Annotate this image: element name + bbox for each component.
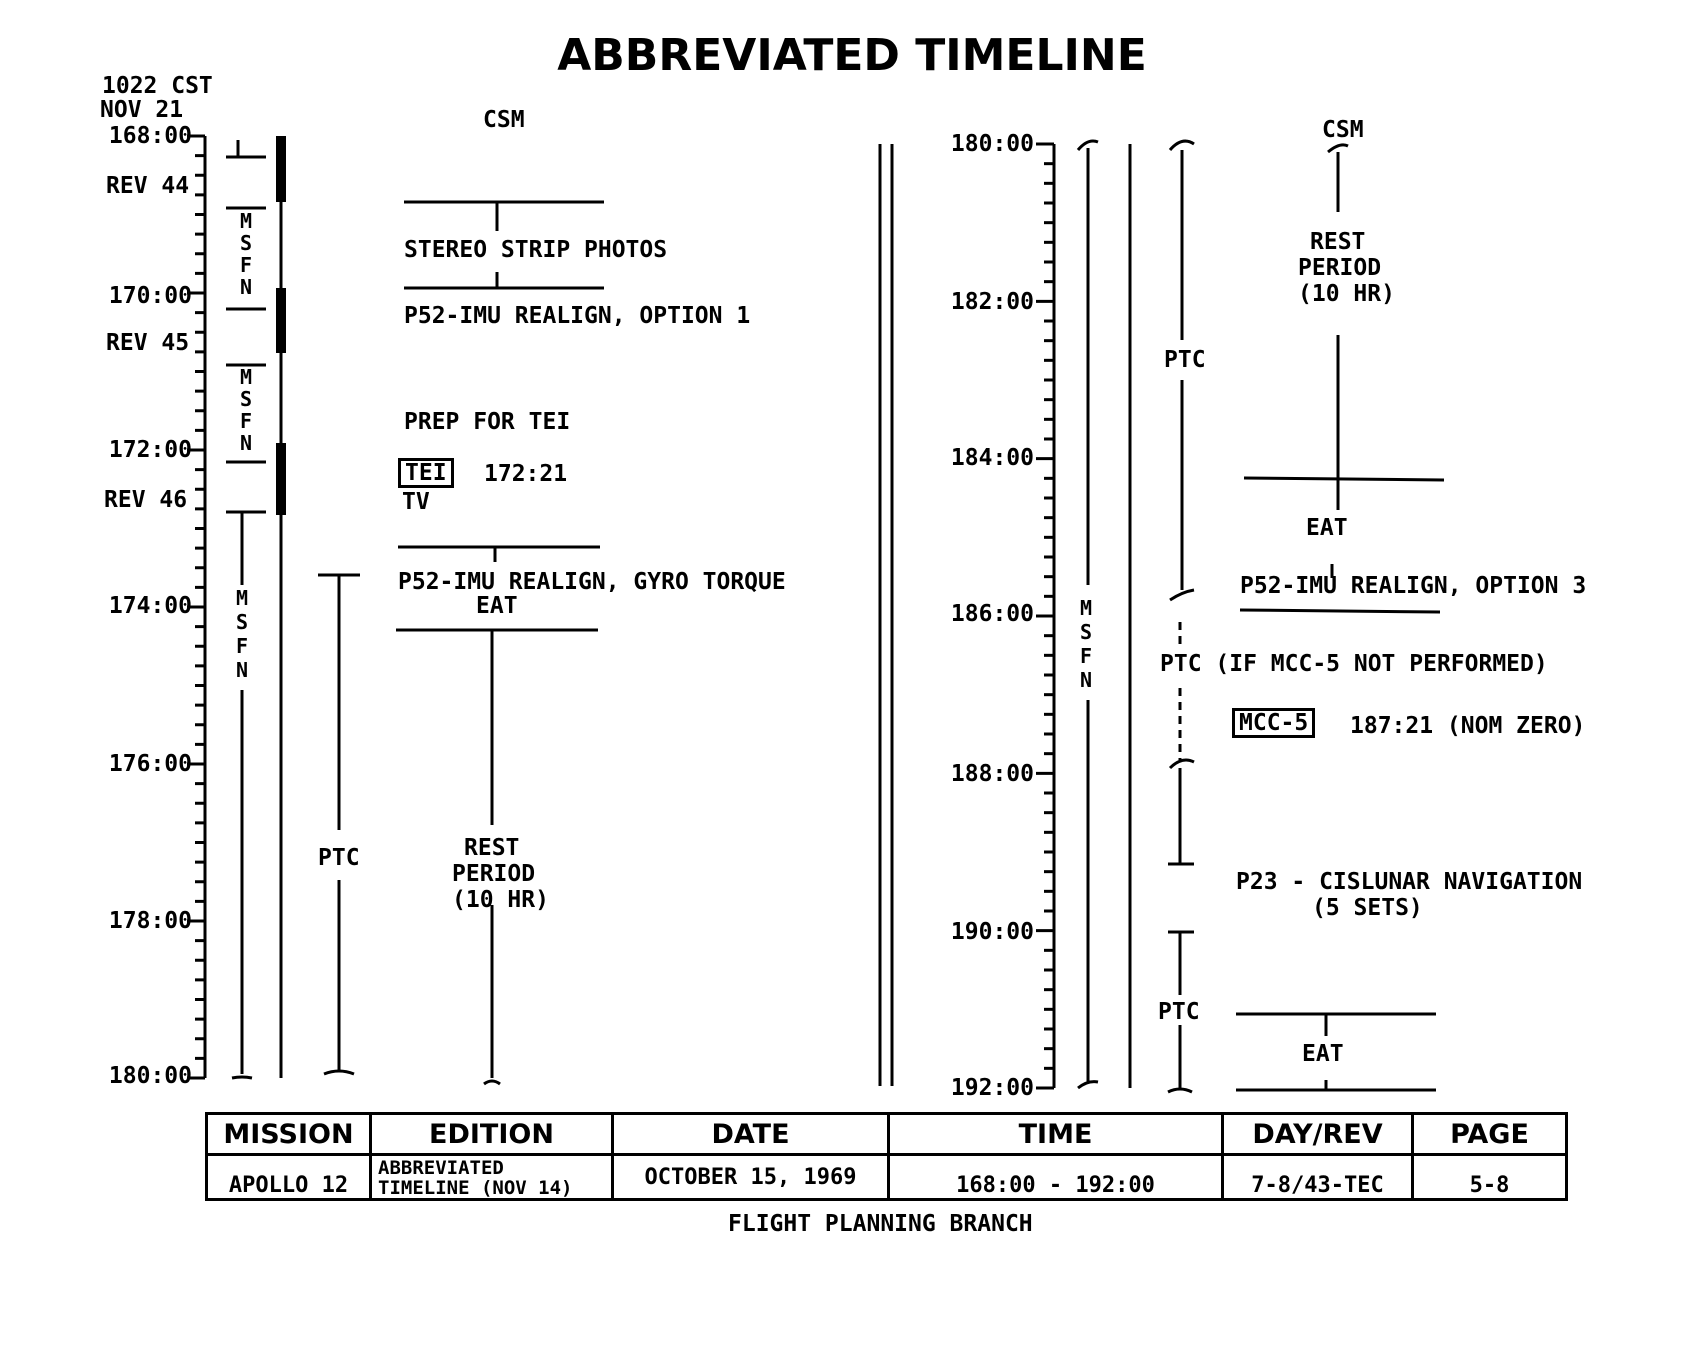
right-ptc-bottom: PTC: [1158, 999, 1200, 1025]
tei-box: TEI: [398, 458, 454, 488]
left-rest-2: PERIOD: [452, 861, 536, 887]
msfn-block-3: M S F N: [236, 586, 249, 682]
page-title: ABBREVIATED TIMELINE: [557, 30, 1147, 81]
right-rest-3: (10 HR): [1298, 281, 1395, 307]
stereo-strip-photos: STEREO STRIP PHOTOS: [404, 237, 668, 263]
p52-option-1: P52-IMU REALIGN, OPTION 1: [404, 303, 751, 329]
left-rest-3: (10 HR): [452, 887, 549, 913]
time-stamp-line2: NOV 21: [100, 97, 184, 123]
ptc-conditional: PTC (IF MCC-5 NOT PERFORMED): [1160, 651, 1548, 677]
left-tick-174: 174:00: [108, 593, 192, 619]
right-csm-header: CSM: [1322, 117, 1364, 143]
left-ptc-label: PTC: [318, 845, 360, 871]
header-date: DATE: [613, 1114, 889, 1155]
left-tick-180: 180:00: [108, 1063, 192, 1089]
right-msfn: M S F N: [1080, 596, 1093, 692]
msfn-block-2: M S F N: [240, 365, 253, 455]
rev-46: REV 46: [104, 487, 188, 513]
right-eat-2: EAT: [1302, 1041, 1344, 1067]
header-mission: MISSION: [207, 1114, 371, 1155]
dayrev-value: 7-8/43-TEC: [1223, 1155, 1413, 1200]
right-tick-184: 184:00: [950, 445, 1034, 471]
header-time: TIME: [889, 1114, 1223, 1155]
msfn-block-1: M S F N: [240, 209, 253, 299]
right-rest-1: REST: [1310, 229, 1366, 255]
left-tick-170: 170:00: [108, 283, 192, 309]
left-tick-178: 178:00: [108, 908, 192, 934]
p52-option-3: P52-IMU REALIGN, OPTION 3: [1240, 573, 1587, 599]
prep-for-tei: PREP FOR TEI: [404, 409, 571, 435]
right-tick-182: 182:00: [950, 289, 1034, 315]
left-tick-176: 176:00: [108, 751, 192, 777]
right-tick-190: 190:00: [950, 919, 1034, 945]
header-dayrev: DAY/REV: [1223, 1114, 1413, 1155]
right-tick-180: 180:00: [950, 131, 1034, 157]
rev-44: REV 44: [106, 173, 190, 199]
left-tick-168: 168:00: [108, 123, 192, 149]
left-eat: EAT: [476, 593, 518, 619]
left-rest-1: REST: [464, 835, 520, 861]
rev-45: REV 45: [106, 330, 190, 356]
mcc5-time: 187:21 (NOM ZERO): [1350, 713, 1586, 739]
date-value: OCTOBER 15, 1969: [613, 1155, 889, 1200]
footer-table: [205, 1112, 1568, 1201]
right-tick-186: 186:00: [950, 601, 1034, 627]
right-ptc-label: PTC: [1164, 347, 1206, 373]
p52-gyro-torque: P52-IMU REALIGN, GYRO TORQUE: [398, 569, 786, 595]
time-stamp-line1: 1022 CST: [102, 73, 213, 99]
p23-line2: (5 SETS): [1312, 895, 1423, 921]
right-rest-2: PERIOD: [1298, 255, 1382, 281]
header-edition: EDITION: [371, 1114, 613, 1155]
branch-label: FLIGHT PLANNING BRANCH: [728, 1211, 1033, 1237]
p23-line1: P23 - CISLUNAR NAVIGATION: [1236, 869, 1583, 895]
left-csm-header: CSM: [483, 107, 525, 133]
right-eat: EAT: [1306, 515, 1348, 541]
mission-value: APOLLO 12: [207, 1155, 371, 1200]
tv-label: TV: [402, 489, 430, 515]
page-value: 5-8: [1413, 1155, 1567, 1200]
right-tick-188: 188:00: [950, 761, 1034, 787]
time-value: 168:00 - 192:00: [889, 1155, 1223, 1200]
header-page: PAGE: [1413, 1114, 1567, 1155]
mcc5-box: MCC-5: [1232, 708, 1315, 738]
left-tick-172: 172:00: [108, 437, 192, 463]
right-tick-192: 192:00: [950, 1075, 1034, 1101]
tei-time: 172:21: [484, 461, 568, 487]
edition-value: ABBREVIATED TIMELINE (NOV 14): [371, 1155, 613, 1200]
